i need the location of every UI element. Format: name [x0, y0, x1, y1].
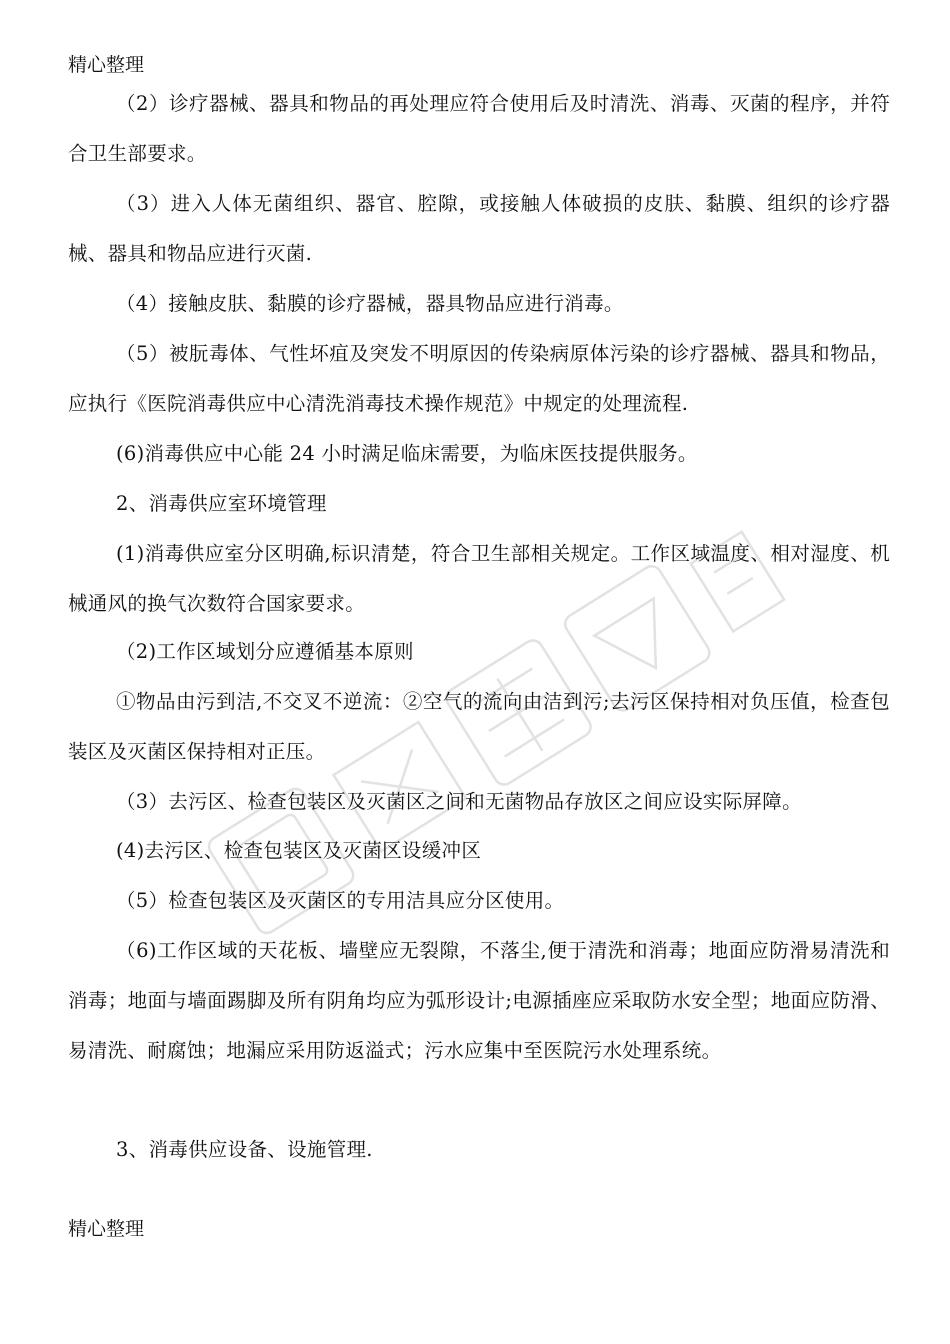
paragraph-env-6: （6)工作区域的天花板、墙壁应无裂隙，不落尘,便于清洗和消毒；地面应防滑易清洗和消毒；地面与墙面踢脚及所有阴角均应为弧形设计;电源插座应采取防水安全型；地面应防滑、易清洗、耐腐蚀；地漏应采用防返溢式；污水应集中至医院污水处理系统。 — [68, 939, 890, 1062]
page-footer-label: 精心整理 — [68, 1218, 145, 1240]
paragraph-item-6: (6)消毒供应中心能 24 小时满足临床需要，为临床医技提供服务。 — [116, 442, 698, 465]
page-header-label: 精心整理 — [68, 54, 145, 76]
paragraph-item-2: （2）诊疗器械、器具和物品的再处理应符合使用后及时清洗、消毒、灭菌的程序，并符合卫生部要求。 — [68, 92, 890, 165]
paragraph-principles: ①物品由污到洁,不交叉不逆流：②空气的流向由洁到污;去污区保持相对负压值，检查包装区及灭菌区保持相对正压。 — [68, 690, 890, 763]
paragraph-env-3: （3）去污区、检查包装区及灭菌区之间和无菌物品存放区之间应设实际屏障。 — [116, 790, 802, 813]
section-heading-environment: 2、消毒供应室环境管理 — [116, 492, 327, 515]
paragraph-env-5: （5）检查包装区及灭菌区的专用洁具应分区使用。 — [116, 889, 565, 912]
paragraph-item-4: （4）接触皮肤、黏膜的诊疗器械，器具物品应进行消毒。 — [116, 292, 624, 315]
paragraph-env-2: （2)工作区域划分应遵循基本原则 — [116, 640, 414, 663]
paragraph-item-3: （3）进入人体无菌组织、器官、腔隙，或接触人体破损的皮肤、黏膜、组织的诊疗器械、器具和物品应进行灭菌. — [68, 192, 890, 265]
section-heading-equipment: 3、消毒供应设备、设施管理. — [116, 1138, 373, 1161]
paragraph-item-5: （5）被朊毒体、气性坏疽及突发不明原因的传染病原体污染的诊疗器械、器具和物品，应执行《医院消毒供应中心清洗消毒技术操作规范》中规定的处理流程. — [68, 342, 890, 415]
paragraph-env-1: (1)消毒供应室分区明确,标识清楚，符合卫生部相关规定。工作区域温度、相对湿度、机械通风的换气次数符合国家要求。 — [68, 542, 890, 615]
paragraph-env-4: (4)去污区、检查包装区及灭菌区设缓冲区 — [116, 839, 482, 862]
